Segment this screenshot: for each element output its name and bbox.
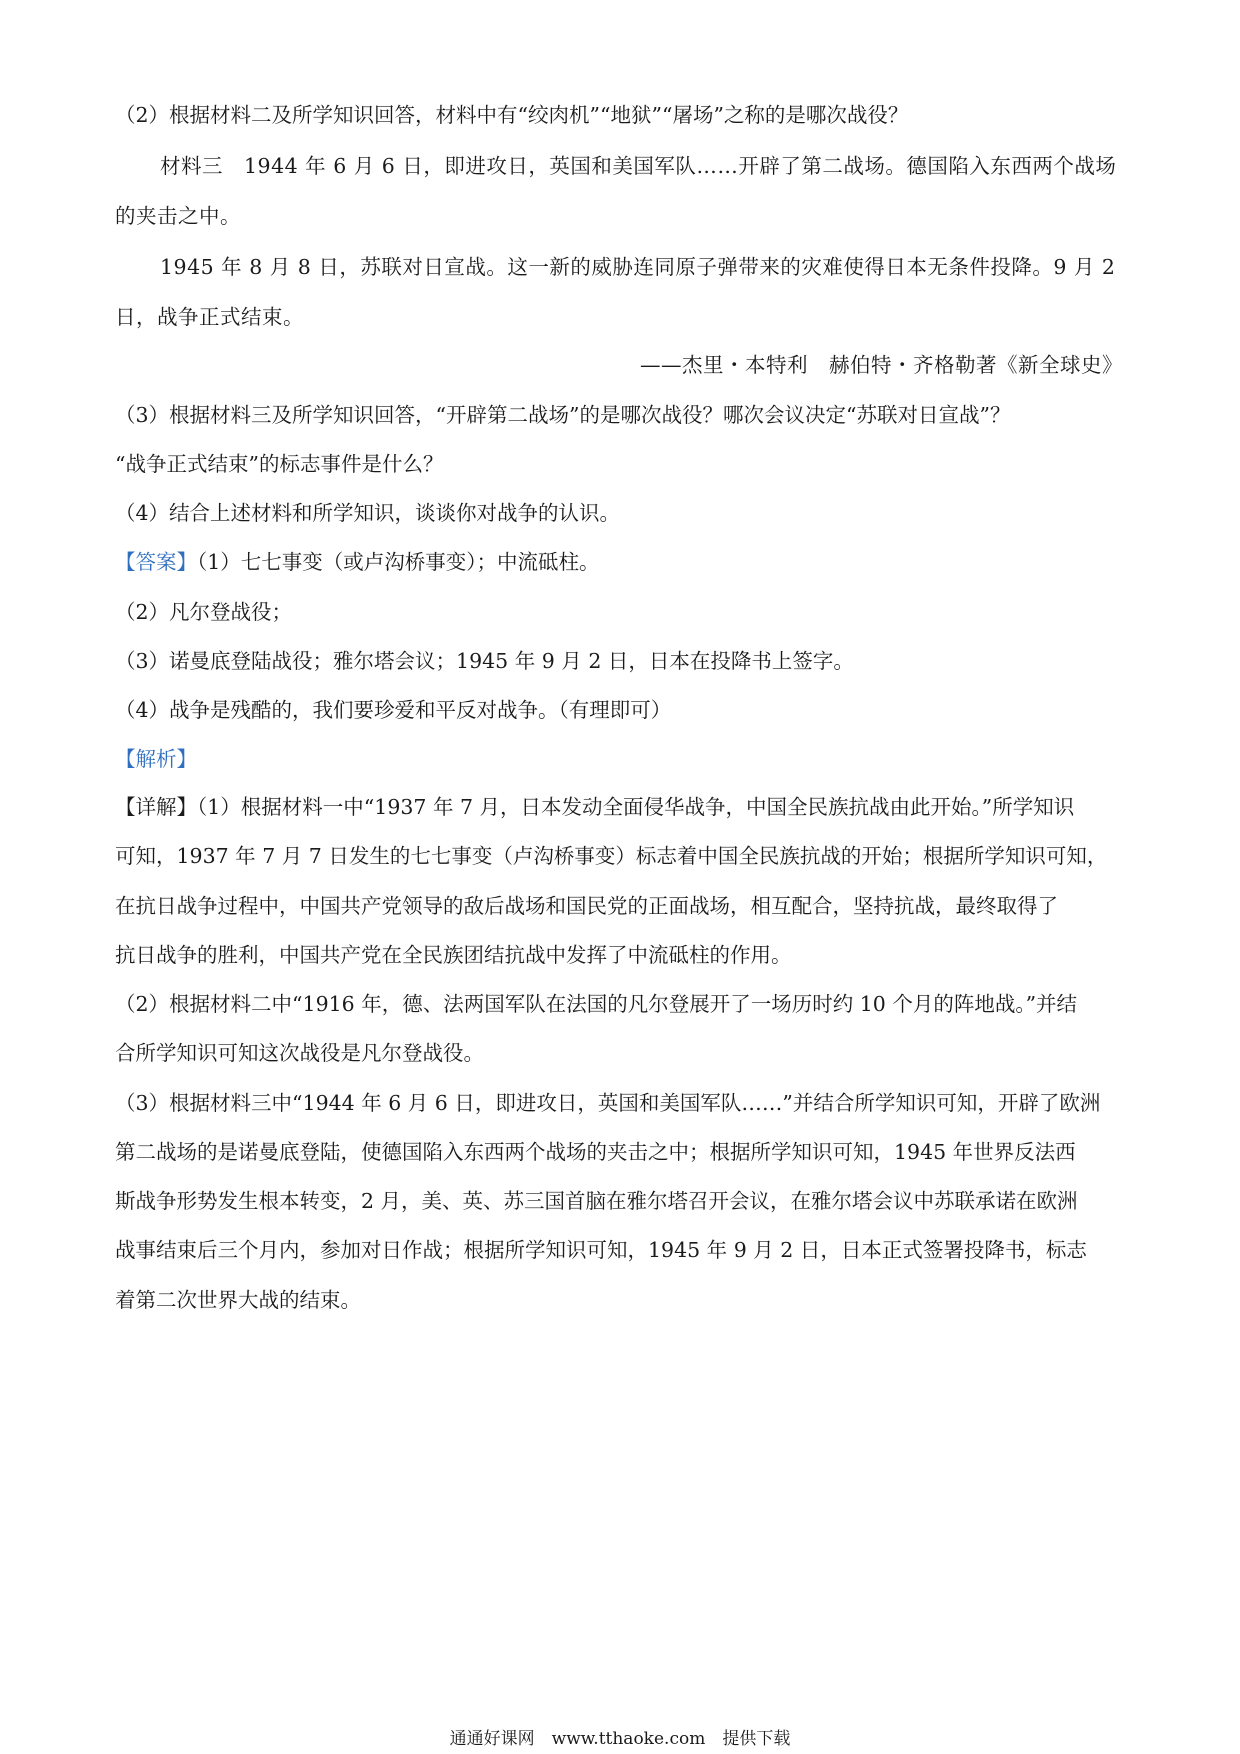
answer-4: （4）战争是残酷的，我们要珍爱和平反对战争。（有理即可） (115, 698, 672, 722)
detail-line-11: 着第二次世界大战的结束。 (115, 1288, 361, 1312)
answer-tag: 【答案】 (115, 550, 197, 574)
question-4: （4）结合上述材料和所学知识，谈谈你对战争的认识。 (115, 501, 621, 525)
answer-1: （1）七七事变（或卢沟桥事变）；中流砥柱。 (197, 550, 600, 574)
answer-3: （3）诺曼底登陆战役；雅尔塔会议；1945 年 9 月 2 日，日本在投降书上签字。 (115, 649, 854, 673)
question-3-line-1: （3）根据材料三及所学知识回答，“开辟第二战场”的是哪次战役？哪次会议决定“苏联对日宣战”？ (115, 403, 1011, 427)
question-3-line-2: “战争正式结束”的标志事件是什么？ (115, 452, 444, 476)
answer-line-1 (115, 547, 1125, 577)
detail-line-3: 在抗日战争过程中，中国共产党领导的敌后战场和国民党的正面战场，相互配合，坚持抗战，最终取得了 (115, 894, 1058, 918)
detail-line-4: 抗日战争的胜利，中国共产党在全民族团结抗战中发挥了中流砥柱的作用。 (115, 943, 792, 967)
detail-line-6: 合所学知识可知这次战役是凡尔登战役。 (115, 1041, 484, 1065)
detail-line-8: 第二战场的是诺曼底登陆，使德国陷入东西两个战场的夹击之中；根据所学知识可知，1945 年世界反法西 (115, 1140, 1076, 1164)
footer-watermark: 通通好课网 www.tthaoke.com 提供下载 (449, 1729, 791, 1749)
detail-line-10: 战事结束后三个月内，参加对日作战；根据所学知识可知，1945 年 9 月 2 日，日本正式签署投降书，标志 (115, 1238, 1087, 1262)
material-3-line-2: 的夹击之中。 (115, 204, 241, 228)
material-source: ——杰里・本特利 赫伯特・齐格勒著《新全球史》 (640, 353, 1123, 377)
analysis-tag: 【解析】 (115, 747, 197, 771)
material-3-line-3: 1945 年 8 月 8 日，苏联对日宣战。这一新的威胁连同原子弹带来的灾难使得日本无条件投降。9 月 2 (160, 255, 1116, 279)
answer-2: （2）凡尔登战役； (115, 600, 293, 624)
material-3-line-1: 材料三 1944 年 6 月 6 日，即进攻日，英国和美国军队……开辟了第二战场。德国陷入东西两个战场 (160, 154, 1117, 178)
detail-line-1: 【详解】（1）根据材料一中“1937 年 7 月，日本发动全面侵华战争，中国全民族抗战由此开始。”所学知识 (115, 795, 1075, 819)
detail-line-9: 斯战争形势发生根本转变，2 月，美、英、苏三国首脑在雅尔塔召开会议，在雅尔塔会议中苏联承诺在欧洲 (115, 1189, 1078, 1213)
detail-line-2: 可知，1937 年 7 月 7 日发生的七七事变（卢沟桥事变）标志着中国全民族抗战的开始；根据所学知识可知， (115, 844, 1108, 868)
detail-tag: 【详解】 (115, 795, 197, 819)
detail-line-7: （3）根据材料三中“1944 年 6 月 6 日，即进攻日，英国和美国军队……”并结合所学知识可知，开辟了欧洲 (115, 1091, 1101, 1115)
material-3-line-4: 日，战争正式结束。 (115, 305, 304, 329)
detail-line-5: （2）根据材料二中“1916 年，德、法两国军队在法国的凡尔登展开了一场历时约 10 个月的阵地战。”并结 (115, 992, 1078, 1016)
question-2: （2）根据材料二及所学知识回答，材料中有“绞肉机”“地狱”“屠场”之称的是哪次战役？ (115, 103, 909, 127)
